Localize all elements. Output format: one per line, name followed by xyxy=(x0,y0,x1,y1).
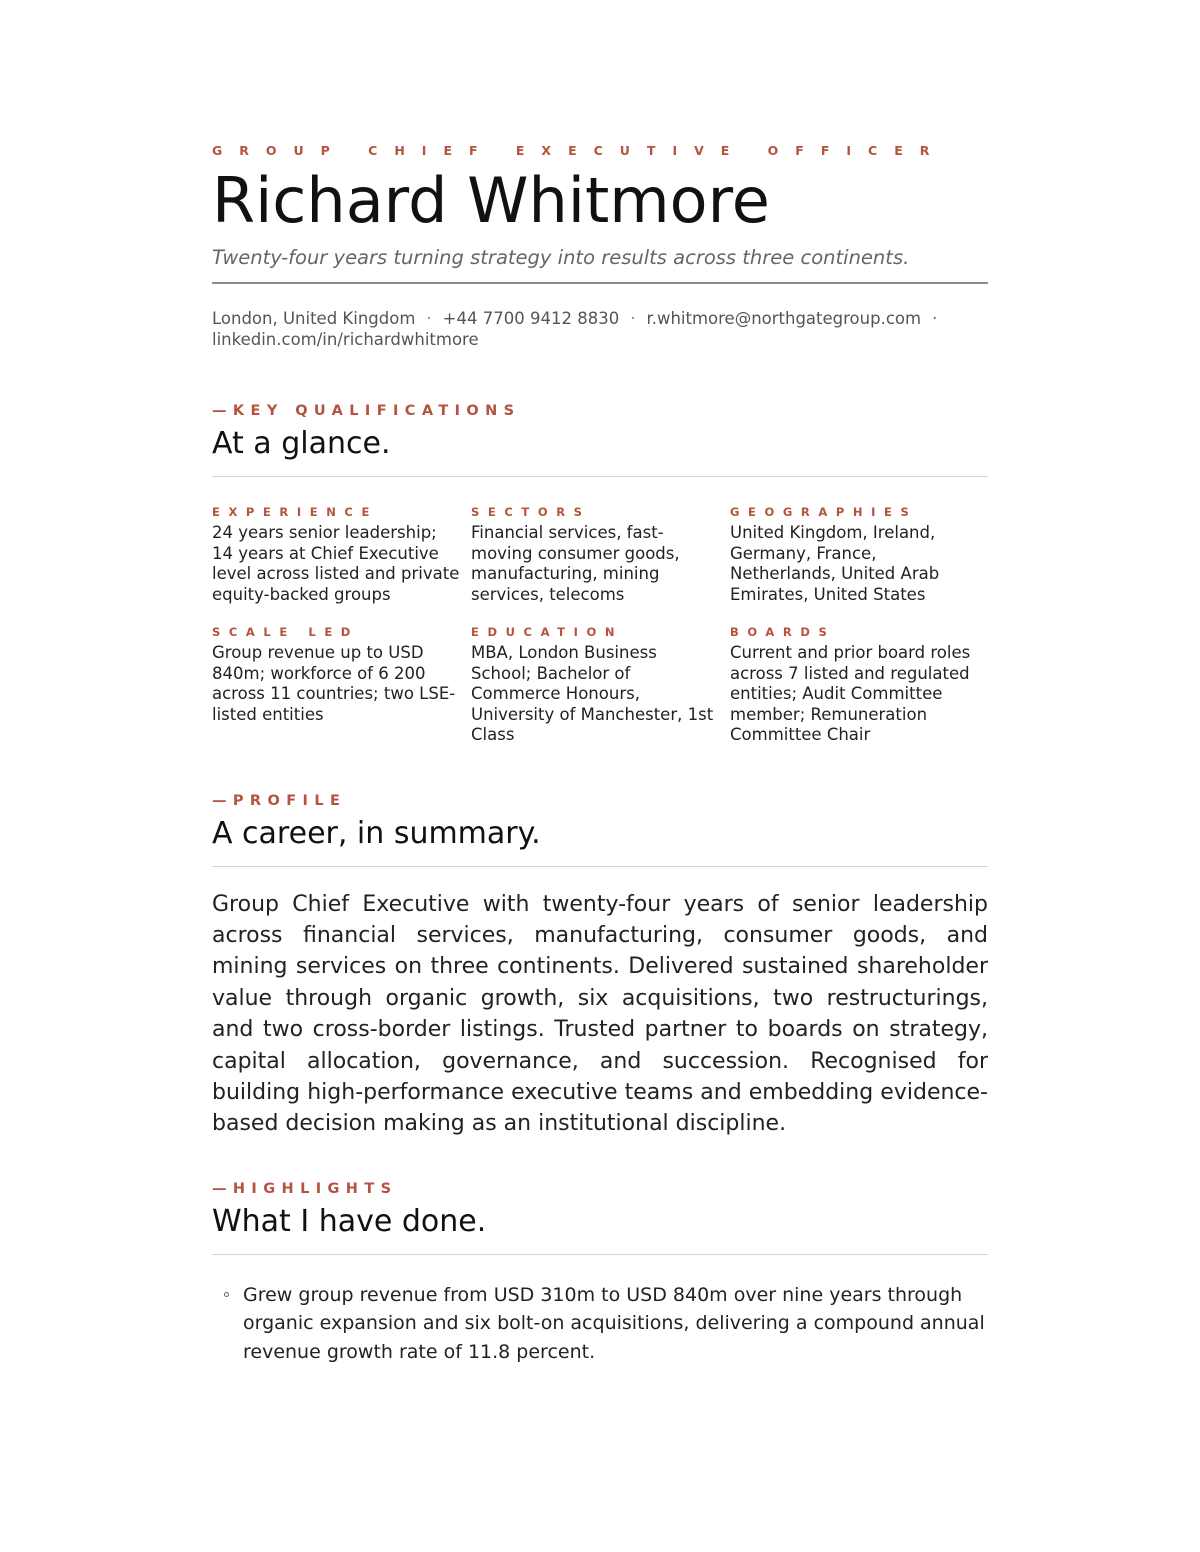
contact-separator: · xyxy=(630,309,636,328)
qualification-label: EXPERIENCE xyxy=(212,505,378,519)
highlights-list xyxy=(212,1281,988,1367)
header-divider xyxy=(212,282,988,284)
contact-linkedin[interactable]: linkedin.com/in/richardwhitmore xyxy=(212,330,479,349)
qualification-item xyxy=(471,505,730,605)
contact-separator: · xyxy=(426,309,432,328)
qualification-item xyxy=(730,625,988,746)
highlight-text: Grew group revenue from USD 310m to USD 840m over nine years through organic expansion and six bolt-on acquisitions, delivering a compound annual revenue growth rate of 11.8 percent. xyxy=(243,1283,985,1363)
contact-phone: +44 7700 9412 8830 xyxy=(442,309,620,328)
section-divider xyxy=(212,866,988,867)
qualifications-grid xyxy=(212,505,988,746)
qualification-text: Financial services, fast-moving consumer goods, manufacturing, mining services, telecoms xyxy=(471,523,680,604)
qualification-text: Current and prior board roles across 7 listed and regulated entities; Audit Committee member; Remuneration Committee Chair xyxy=(730,643,971,744)
person-name: Richard Whitmore xyxy=(212,164,770,237)
qualifications-section xyxy=(212,402,988,746)
section-label: —KEY QUALIFICATIONS xyxy=(212,403,521,419)
highlights-section xyxy=(212,1180,988,1367)
qualification-label: BOARDS xyxy=(730,625,836,639)
qualification-item xyxy=(730,505,988,605)
list-item xyxy=(212,1281,988,1367)
qualification-text: Group revenue up to USD 840m; workforce of 6 200 across 11 countries; two LSE-listed entities xyxy=(212,643,456,724)
qualification-label: SECTORS xyxy=(471,505,591,519)
section-divider xyxy=(212,476,988,477)
contact-email[interactable]: r.whitmore@northgategroup.com xyxy=(646,309,922,328)
contact-separator: · xyxy=(932,309,938,328)
role-title: GROUP CHIEF EXECUTIVE OFFICER xyxy=(212,143,947,158)
tagline: Twenty-four years turning strategy into results across three continents. xyxy=(212,246,910,269)
qualification-label: SCALE LED xyxy=(212,625,359,639)
qualification-item xyxy=(212,625,471,746)
profile-summary: Group Chief Executive with twenty-four years of senior leadership across financial services, manufacturing, consumer goods, and mining services on three continents. Delivered sustained shareholder value through organic growth, six acquisitions, two restructurings, and two cross-border listings. Trusted partner to boards on strategy, capital allocation, governance, and succession. Recognised for building high-performance executive teams and embedding evidence-based decision making as an institutional discipline. xyxy=(212,891,988,1137)
qualification-label: EDUCATION xyxy=(471,625,624,639)
qualification-item xyxy=(212,505,471,605)
section-title: A career, in summary. xyxy=(212,815,541,851)
qualification-item xyxy=(471,625,730,746)
contact-line xyxy=(212,308,988,350)
section-label: —PROFILE xyxy=(212,792,347,809)
section-title: At a glance. xyxy=(212,426,391,461)
section-divider xyxy=(212,1254,988,1255)
qualification-text: United Kingdom, Ireland, Germany, France, Netherlands, United Arab Emirates, United States xyxy=(730,523,940,604)
bullet-circle-icon xyxy=(224,1292,229,1297)
qualification-text: 24 years senior leadership; 14 years at Chief Executive level across listed and private equity-backed groups xyxy=(212,523,460,604)
qualification-text: MBA, London Business School; Bachelor of Commerce Honours, University of Manchester, 1st Class xyxy=(471,643,714,744)
section-title: What I have done. xyxy=(212,1203,487,1239)
section-label: —HIGHLIGHTS xyxy=(212,1180,398,1197)
contact-location: London, United Kingdom xyxy=(212,309,416,328)
profile-section xyxy=(212,792,988,1140)
qualification-label: GEOGRAPHIES xyxy=(730,505,918,519)
resume-page xyxy=(212,0,988,1366)
